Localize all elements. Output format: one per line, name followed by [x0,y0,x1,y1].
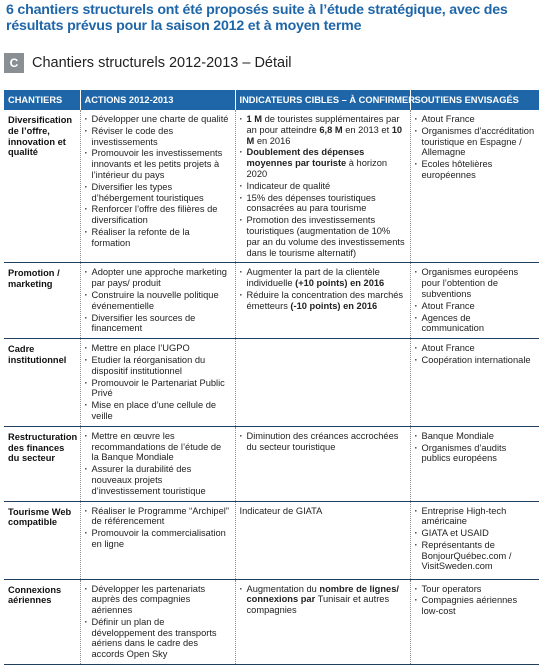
action-cell [80,579,235,665]
indicator-cell [235,339,410,427]
indicator-fragment: à horizon 2020 [246,158,388,179]
support-item: · Organismes européens pour l’obtention de subventions [415,267,536,299]
action-cell [80,501,235,579]
action-item: · Etudier la réorganisation du dispositif institutionnel [85,355,231,377]
support-item: · Atout France [415,343,536,354]
indicator-fragment: Promotion des investissements touristiques (augmentation de 10% par an du volume des investissements dans le tourisme alternatif) [246,215,405,258]
indicator-fragment: en 2016 [254,135,291,146]
support-cell [410,426,539,501]
action-item: · Réviser le code des investissements [85,126,231,148]
support-item: · Représentants de BonjourQuébec.com / VisitSweden.com [415,540,536,572]
indicator-fragment: Augmenter la part de la clientèle individuelle [246,267,380,289]
indicator-item [240,431,406,453]
table-row [4,501,539,579]
support-item: · Ecoles hôtelières européennes [415,159,536,181]
indicator-fragment: 10 M [246,124,403,146]
action-item: · Assurer la durabilité des nouveaux projets d’investissement touristique [85,464,231,496]
indicator-fragment: Réduire la concentration des marchés émetteurs [246,289,404,311]
page-heading: 6 chantiers structurels ont été proposés suite à l’étude stratégique, avec des résultats prévus pour la saison 2012 et à moyen terme [6,2,508,34]
action-item: · Mettre en place l’UGPO [85,343,231,354]
support-item: · Tour operators [415,584,536,595]
section-header [4,52,292,74]
action-item: · Développer les partenariats auprès des compagnies aériennes [85,584,231,616]
indicator-fragment: Diminution des créances accrochées du secteur touristique [246,430,399,452]
indicator-fragment: en 2013 et [342,124,392,135]
indicator-item [240,147,406,179]
indicator-item [240,193,406,215]
section-badge: C [4,53,24,73]
indicator-fragment: (+10 points) en 2016 [295,278,385,289]
column-header: CHANTIERS [4,90,80,110]
action-item: · Promouvoir la commercialisation en ligne [85,528,231,550]
indicator-item [240,584,406,616]
action-item: · Diversifier les sources de financement [85,313,231,335]
indicator-text: Indicateur de GIATA [239,505,323,516]
support-item: · Atout France [415,301,536,312]
action-cell [80,110,235,263]
support-item: · GIATA et USAID [415,528,536,539]
indicator-fragment: nombre de lignes/ connexions par [246,583,399,605]
column-header: SOUTIENS ENVISAGÉS [410,90,539,110]
action-item: · Promouvoir le Partenariat Public Privé [85,378,231,400]
chantier-name: Promotion / marketing [4,263,80,339]
indicator-cell [235,579,410,665]
support-item: · Coopération internationale [415,355,536,366]
indicator-fragment: 1 M [246,114,262,124]
support-cell [410,263,539,339]
chantier-name: Cadre institutionnel [4,339,80,427]
table-row [4,339,539,427]
action-item: · Adopter une approche marketing par pays/ produit [85,267,231,289]
indicator-fragment: 15% des dépenses touristiques consacrées au para tourisme [246,192,376,214]
indicator-fragment: de touristes supplémentaires par an pour atteindre [246,114,400,135]
action-item: · Mise en place d’une cellule de veille [85,400,231,422]
section-title: Chantiers structurels 2012-2013 – Détail [32,55,292,71]
action-item: · Diversifier les types d’hébergement touristiques [85,182,231,204]
chantier-name: Tourisme Web compatible [4,501,80,579]
support-item: · Compagnies aériennes low-cost [415,595,536,617]
action-item: · Développer une charte de qualité [85,114,231,125]
support-cell [410,579,539,665]
table-row [4,426,539,501]
indicator-cell [235,263,410,339]
column-header: ACTIONS 2012-2013 [80,90,235,110]
indicator-item [240,181,406,192]
support-item: · Banque Mondiale [415,431,536,442]
table-row [4,110,539,263]
support-item: · Organismes d’accréditation touristique en Espagne / Allemagne [415,126,536,158]
indicator-fragment: Doublement des dépenses moyennes par touriste [246,147,365,169]
indicator-fragment: Augmentation du [246,583,320,594]
indicator-cell [235,426,410,501]
action-cell [80,263,235,339]
indicator-item [240,290,406,312]
indicator-fragment: Tunisair et autres compagnies [246,594,390,616]
action-item: · Réaliser la refonte de la formation [85,227,231,249]
action-item: · Renforcer l’offre des filières de diversification [85,204,231,226]
support-item: · Entreprise High-tech américaine [415,506,536,528]
indicator-cell [235,110,410,263]
indicator-item [240,215,406,258]
table-header-row [4,90,539,110]
chantier-name: Connexions aériennes [4,579,80,665]
support-cell [410,110,539,263]
action-item: · Mettre en œuvre les recommandations de l’étude de la Banque Mondiale [85,431,231,463]
support-cell [410,501,539,579]
chantiers-table [4,90,539,665]
action-cell [80,426,235,501]
action-item: · Réaliser le Programme “Archipel” de référencement [85,506,231,528]
support-item: · Agences de communication [415,313,536,335]
action-item: · Construire la nouvelle politique événementielle [85,290,231,312]
indicator-cell [235,501,410,579]
action-cell [80,339,235,427]
support-item: · Atout France [415,114,536,125]
chantier-name: Diversification de l’offre, innovation et qualité [4,110,80,263]
indicator-fragment: Indicateur de qualité [246,180,331,191]
table-row [4,579,539,665]
indicator-item [240,114,406,146]
support-item: · Organismes d’audits publics européens [415,443,536,465]
chantier-name: Restructuration des finances du secteur [4,426,80,501]
action-item: · Promouvoir les investissements innovants et les petits projets à l’intérieur du pays [85,148,231,180]
table-row [4,263,539,339]
column-header: INDICATEURS CIBLES – À CONFIRMER [235,90,410,110]
indicator-fragment: 6,8 M [319,124,343,135]
indicator-item [240,267,406,289]
support-cell [410,339,539,427]
indicator-fragment: (-10 points) en 2016 [290,300,378,311]
action-item: · Définir un plan de développement des transports aériens dans le cadre des accords Open Sky [85,617,231,660]
